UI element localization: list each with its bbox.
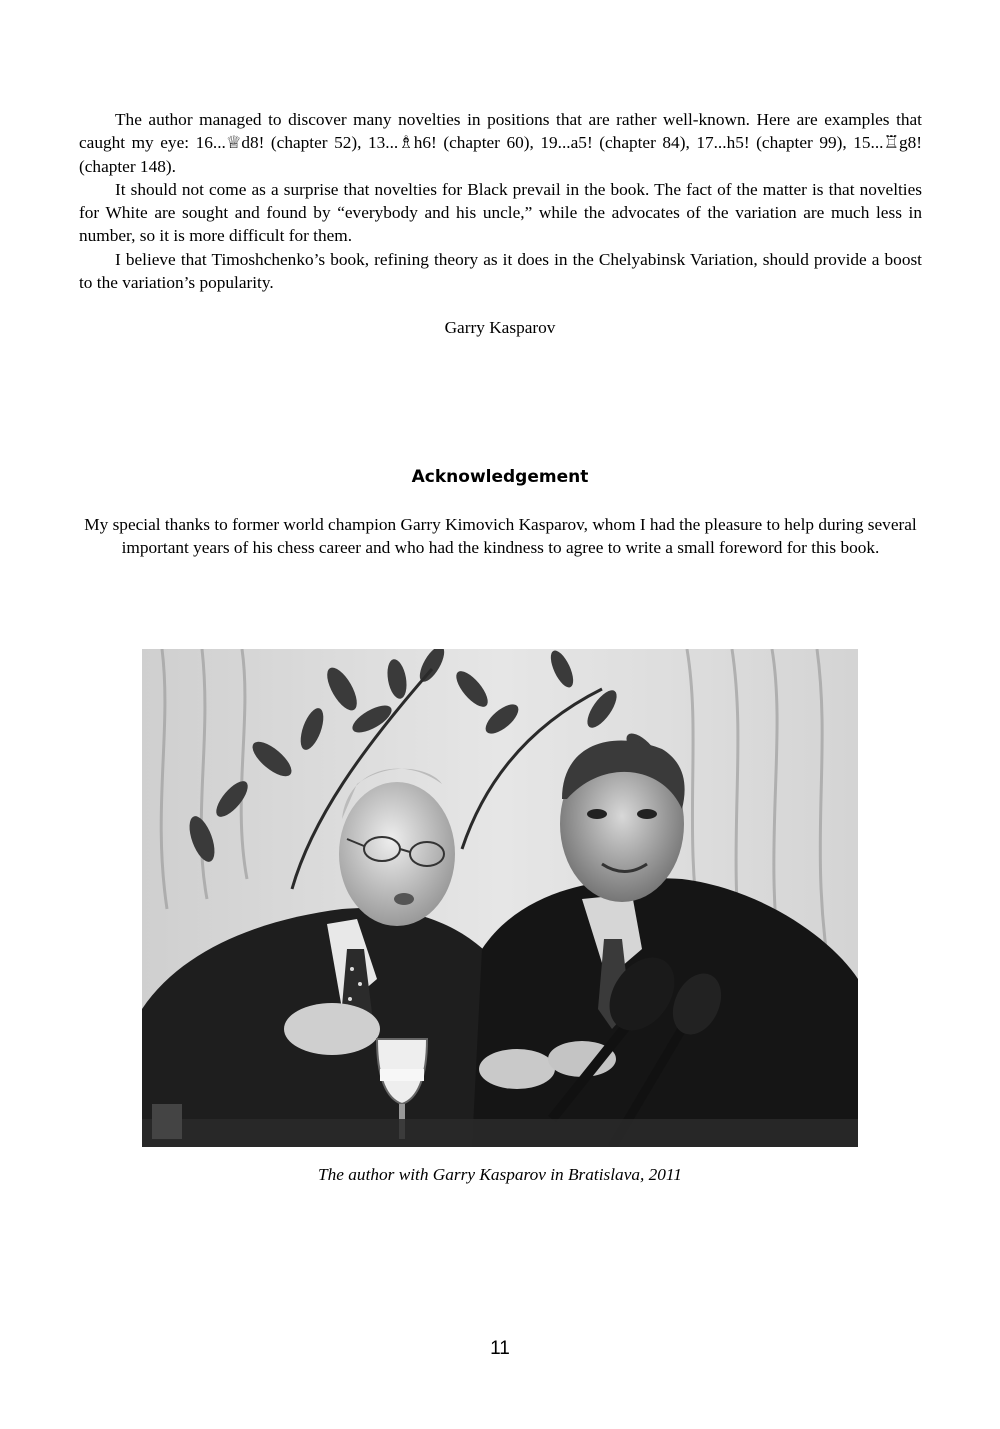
page-number: 11 [490, 1338, 510, 1359]
photo-caption: The author with Garry Kasparov in Bratislava, 2011 [318, 1165, 682, 1184]
paragraph-popularity: I believe that Timoshchenko’s book, refining theory as it does in the Chelyabinsk Variation, should provide a boost to the variation’s popularity. [79, 249, 922, 293]
photo-author-with-kasparov [142, 649, 858, 1147]
foreword-body [79, 108, 922, 294]
photo-illustration [142, 649, 858, 1147]
signature: Garry Kasparov [444, 318, 556, 337]
paragraph-black-novelties: It should not come as a surprise that novelties for Black prevail in the book. The fact of the matter is that novelties for White are sought and found by “everybody and his uncle,” while the advocates of the variation are much less in number, so it is more difficult for them. [79, 179, 922, 246]
acknowledgement-text: My special thanks to former world champion Garry Kimovich Kasparov, whom I had the pleasure to help during several important years of his chess career and who had the kindness to agree to write a small foreword for this book. [84, 515, 917, 557]
acknowledgement-heading: Acknowledgement [411, 467, 589, 487]
paragraph-novelties: The author managed to discover many novelties in positions that are rather well-known. Here are examples that caught my eye: 16...♕d8! (chapter 52), 13...♗h6! (chapter 60), 19...a5! (chapter 84), 17...h5! (chapter 99), 15...♖g8! (chapter 148). [79, 110, 922, 176]
